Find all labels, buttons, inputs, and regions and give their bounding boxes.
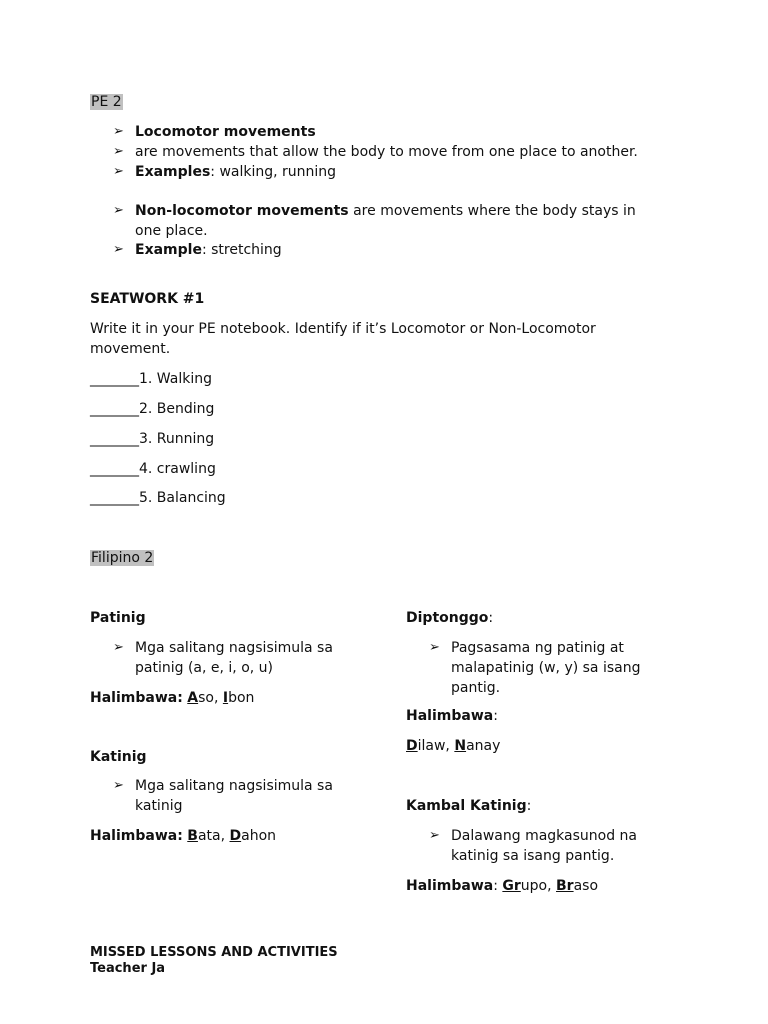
arrowhead-bullet-icon: ➢ — [113, 164, 124, 179]
patinig-example-label: Halimbawa: — [90, 690, 183, 706]
katinig-example-2-letter: D — [229, 828, 242, 844]
pe-item-1-bold: Locomotor movements — [135, 124, 316, 140]
arrowhead-bullet-icon: ➢ — [429, 640, 440, 655]
diptonggo-example-2-letter: N — [454, 738, 467, 754]
seatwork-question-3: _______3. Running — [90, 431, 215, 447]
footer-title: MISSED LESSONS AND ACTIVITIES — [90, 945, 338, 960]
pe-heading — [90, 92, 123, 112]
arrowhead-bullet-icon: ➢ — [113, 124, 124, 139]
kambal-katinig-example-colon: : — [493, 878, 498, 894]
seatwork-title: SEATWORK #1 — [90, 291, 205, 307]
arrowhead-bullet-icon: ➢ — [113, 144, 124, 159]
pe-item-3-text: : walking, running — [210, 164, 337, 180]
arrowhead-bullet-icon: ➢ — [429, 828, 440, 843]
seatwork-question-4: _______4. crawling — [90, 461, 216, 477]
kambal-katinig-example-1-rest: upo, — [520, 878, 552, 894]
katinig-example-label: Halimbawa: — [90, 828, 183, 844]
kambal-katinig-example-label: Halimbawa — [406, 878, 494, 894]
patinig-title: Patinig — [90, 610, 146, 626]
diptonggo-example-label-row — [406, 706, 498, 726]
patinig-example — [90, 688, 254, 708]
diptonggo-example-1-rest: ilaw, — [417, 738, 450, 754]
katinig-desc-line-2: katinig — [135, 798, 183, 814]
pe-item-4-text: are movements where the body stays in — [348, 203, 636, 219]
pe-item-4-bold: Non-locomotor movements — [135, 203, 349, 219]
diptonggo-title — [406, 608, 493, 628]
pe-item-5-bold: Example — [135, 242, 202, 258]
instruction-line-2: movement. — [90, 341, 171, 357]
arrowhead-bullet-icon: ➢ — [113, 242, 124, 257]
katinig-example-2-rest: ahon — [241, 828, 277, 844]
kambal-katinig-title-text: Kambal Katinig — [406, 798, 527, 814]
arrowhead-bullet-icon: ➢ — [113, 640, 124, 655]
pe-item-3-bold: Examples — [135, 164, 211, 180]
katinig-example — [90, 826, 276, 846]
filipino-heading — [90, 548, 154, 568]
seatwork-question-2: _______2. Bending — [90, 401, 215, 417]
katinig-desc-line-1: Mga salitang nagsisimula sa — [135, 778, 333, 794]
patinig-example-1-rest: so, — [198, 690, 219, 706]
kambal-katinig-example-1-letters: Gr — [502, 878, 521, 894]
patinig-desc-line-1: Mga salitang nagsisimula sa — [135, 640, 333, 656]
arrowhead-bullet-icon: ➢ — [113, 778, 124, 793]
kambal-katinig-desc-line-2: katinig sa isang pantig. — [451, 848, 615, 864]
diptonggo-title-text: Diptonggo — [406, 610, 489, 626]
patinig-example-2-letter: I — [222, 690, 229, 706]
katinig-title: Katinig — [90, 749, 147, 765]
katinig-example-1-letter: B — [187, 828, 198, 844]
seatwork-question-1: _______1. Walking — [90, 371, 212, 387]
patinig-example-2-rest: bon — [228, 690, 255, 706]
pe-item-4-line2: one place. — [135, 223, 208, 239]
kambal-katinig-title-colon: : — [526, 798, 532, 814]
diptonggo-example-label: Halimbawa — [406, 708, 494, 724]
katinig-example-1-rest: ata, — [197, 828, 226, 844]
pe-item-2-text: are movements that allow the body to move from one place to another. — [135, 144, 638, 160]
diptonggo-title-colon: : — [488, 610, 494, 626]
arrowhead-bullet-icon: ➢ — [113, 203, 124, 218]
diptonggo-desc-line-2: malapatinig (w, y) sa isang — [451, 660, 641, 676]
kambal-katinig-title — [406, 796, 531, 816]
diptonggo-example-colon: : — [493, 708, 498, 724]
diptonggo-example-2-rest: anay — [466, 738, 501, 754]
kambal-katinig-example — [406, 876, 598, 896]
filipino-heading-text: Filipino 2 — [91, 550, 154, 566]
pe-heading-text: PE 2 — [91, 94, 122, 110]
patinig-desc-line-2: patinig (a, e, i, o, u) — [135, 660, 273, 676]
instruction-line-1: Write it in your PE notebook. Identify if it’s Locomotor or Non-Locomotor — [90, 321, 596, 337]
patinig-example-1-letter: A — [187, 690, 199, 706]
diptonggo-example — [406, 736, 500, 756]
diptonggo-desc-line-3: pantig. — [451, 680, 501, 696]
diptonggo-example-1-letter: D — [406, 738, 418, 754]
kambal-katinig-example-2-letters: Br — [556, 878, 574, 894]
pe-item-5-text: : stretching — [201, 242, 282, 258]
kambal-katinig-example-2-rest: aso — [573, 878, 599, 894]
footer-teacher: Teacher Ja — [90, 961, 166, 976]
seatwork-question-5: _______5. Balancing — [90, 490, 226, 506]
diptonggo-desc-line-1: Pagsasama ng patinig at — [451, 640, 624, 656]
kambal-katinig-desc-line-1: Dalawang magkasunod na — [451, 828, 638, 844]
